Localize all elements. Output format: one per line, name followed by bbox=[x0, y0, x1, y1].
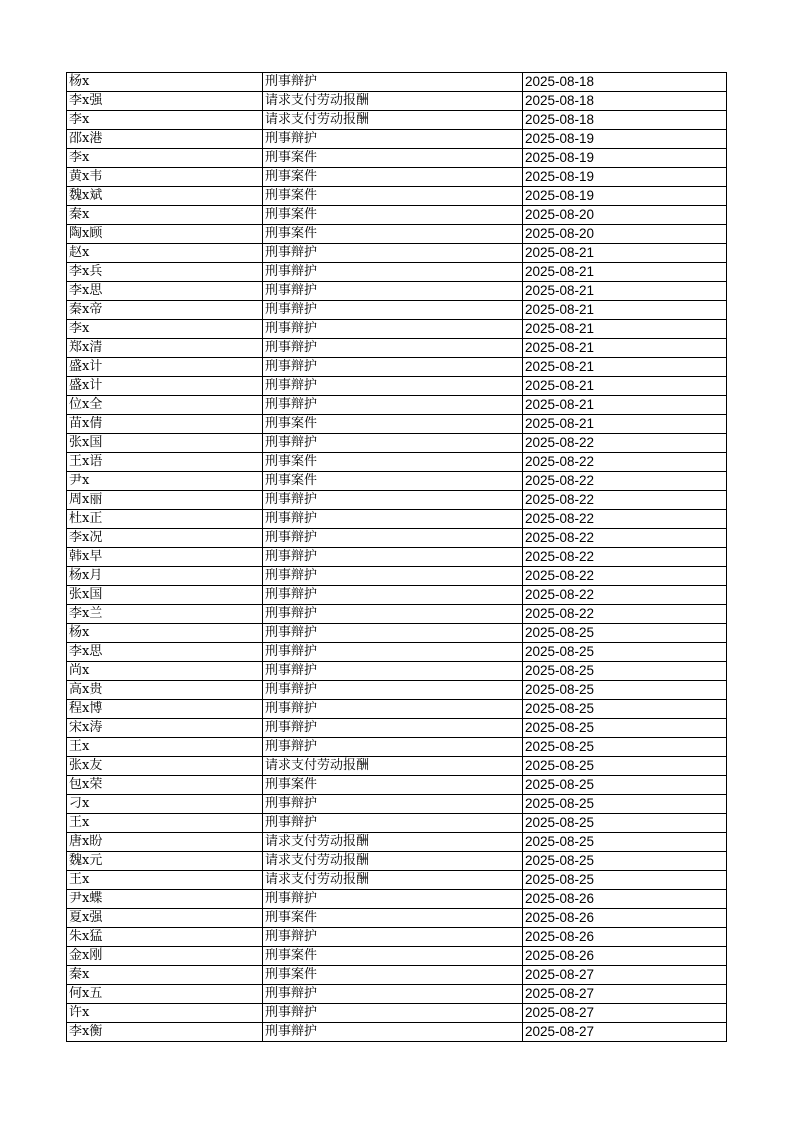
case-type-cell: 刑事辩护 bbox=[263, 700, 523, 719]
case-type-cell: 刑事辩护 bbox=[263, 1023, 523, 1042]
client-name-cell: 杨x月 bbox=[67, 567, 263, 586]
date-cell: 2025-08-21 bbox=[523, 415, 727, 434]
date-cell: 2025-08-22 bbox=[523, 510, 727, 529]
case-type-cell: 刑事辩护 bbox=[263, 491, 523, 510]
table-row bbox=[67, 548, 727, 567]
date-cell: 2025-08-26 bbox=[523, 909, 727, 928]
case-type-cell: 刑事辩护 bbox=[263, 643, 523, 662]
date-cell: 2025-08-25 bbox=[523, 624, 727, 643]
case-type-cell: 刑事辩护 bbox=[263, 529, 523, 548]
client-name-cell: 王x bbox=[67, 738, 263, 757]
case-type-cell: 请求支付劳动报酬 bbox=[263, 852, 523, 871]
date-cell: 2025-08-25 bbox=[523, 700, 727, 719]
table-row bbox=[67, 947, 727, 966]
case-type-cell: 刑事辩护 bbox=[263, 928, 523, 947]
case-type-cell: 刑事辩护 bbox=[263, 377, 523, 396]
client-name-cell: 宋x涛 bbox=[67, 719, 263, 738]
client-name-cell: 郑x清 bbox=[67, 339, 263, 358]
client-name-cell: 魏x元 bbox=[67, 852, 263, 871]
date-cell: 2025-08-21 bbox=[523, 244, 727, 263]
case-type-cell: 刑事辩护 bbox=[263, 1004, 523, 1023]
case-type-cell: 刑事辩护 bbox=[263, 795, 523, 814]
case-type-cell: 刑事案件 bbox=[263, 776, 523, 795]
case-type-cell: 刑事案件 bbox=[263, 187, 523, 206]
client-name-cell: 尹x蝶 bbox=[67, 890, 263, 909]
case-type-cell: 刑事辩护 bbox=[263, 890, 523, 909]
client-name-cell: 包x荣 bbox=[67, 776, 263, 795]
table-row bbox=[67, 833, 727, 852]
table-row bbox=[67, 358, 727, 377]
case-type-cell: 刑事辩护 bbox=[263, 586, 523, 605]
date-cell: 2025-08-21 bbox=[523, 377, 727, 396]
table-row bbox=[67, 92, 727, 111]
client-name-cell: 张x国 bbox=[67, 434, 263, 453]
case-type-cell: 刑事案件 bbox=[263, 415, 523, 434]
case-type-cell: 刑事辩护 bbox=[263, 396, 523, 415]
date-cell: 2025-08-25 bbox=[523, 719, 727, 738]
date-cell: 2025-08-25 bbox=[523, 871, 727, 890]
client-name-cell: 赵x bbox=[67, 244, 263, 263]
date-cell: 2025-08-19 bbox=[523, 149, 727, 168]
client-name-cell: 杜x正 bbox=[67, 510, 263, 529]
client-name-cell: 魏x斌 bbox=[67, 187, 263, 206]
table-row bbox=[67, 168, 727, 187]
client-name-cell: 周x丽 bbox=[67, 491, 263, 510]
table-row bbox=[67, 719, 727, 738]
client-name-cell: 王x语 bbox=[67, 453, 263, 472]
case-type-cell: 刑事辩护 bbox=[263, 624, 523, 643]
case-type-cell: 刑事案件 bbox=[263, 225, 523, 244]
client-name-cell: 秦x帝 bbox=[67, 301, 263, 320]
table-row bbox=[67, 776, 727, 795]
client-name-cell: 李x兰 bbox=[67, 605, 263, 624]
table-row bbox=[67, 225, 727, 244]
table-row bbox=[67, 111, 727, 130]
table-row bbox=[67, 529, 727, 548]
case-type-cell: 刑事辩护 bbox=[263, 814, 523, 833]
date-cell: 2025-08-21 bbox=[523, 320, 727, 339]
client-name-cell: 李x bbox=[67, 320, 263, 339]
table-row bbox=[67, 320, 727, 339]
date-cell: 2025-08-21 bbox=[523, 358, 727, 377]
date-cell: 2025-08-21 bbox=[523, 263, 727, 282]
client-name-cell: 韩x早 bbox=[67, 548, 263, 567]
date-cell: 2025-08-27 bbox=[523, 1004, 727, 1023]
case-type-cell: 刑事辩护 bbox=[263, 567, 523, 586]
client-name-cell: 李x况 bbox=[67, 529, 263, 548]
date-cell: 2025-08-22 bbox=[523, 586, 727, 605]
date-cell: 2025-08-21 bbox=[523, 339, 727, 358]
date-cell: 2025-08-22 bbox=[523, 453, 727, 472]
date-cell: 2025-08-19 bbox=[523, 187, 727, 206]
date-cell: 2025-08-18 bbox=[523, 92, 727, 111]
client-name-cell: 李x bbox=[67, 111, 263, 130]
table-row bbox=[67, 700, 727, 719]
case-type-cell: 刑事辩护 bbox=[263, 510, 523, 529]
client-name-cell: 王x bbox=[67, 814, 263, 833]
case-type-cell: 刑事辩护 bbox=[263, 244, 523, 263]
case-type-cell: 刑事辩护 bbox=[263, 320, 523, 339]
table-row bbox=[67, 301, 727, 320]
client-name-cell: 李x兵 bbox=[67, 263, 263, 282]
client-name-cell: 高x贵 bbox=[67, 681, 263, 700]
date-cell: 2025-08-20 bbox=[523, 206, 727, 225]
date-cell: 2025-08-27 bbox=[523, 966, 727, 985]
client-name-cell: 杨x bbox=[67, 73, 263, 92]
case-type-cell: 刑事辩护 bbox=[263, 434, 523, 453]
table-row bbox=[67, 187, 727, 206]
client-name-cell: 李x bbox=[67, 149, 263, 168]
date-cell: 2025-08-22 bbox=[523, 529, 727, 548]
date-cell: 2025-08-25 bbox=[523, 738, 727, 757]
table-row bbox=[67, 871, 727, 890]
case-type-cell: 请求支付劳动报酬 bbox=[263, 111, 523, 130]
client-name-cell: 盛x计 bbox=[67, 377, 263, 396]
case-type-cell: 刑事辩护 bbox=[263, 662, 523, 681]
case-table-body bbox=[67, 73, 727, 1042]
table-row bbox=[67, 244, 727, 263]
client-name-cell: 王x bbox=[67, 871, 263, 890]
date-cell: 2025-08-25 bbox=[523, 681, 727, 700]
date-cell: 2025-08-25 bbox=[523, 795, 727, 814]
client-name-cell: 尹x bbox=[67, 472, 263, 491]
case-type-cell: 刑事案件 bbox=[263, 168, 523, 187]
date-cell: 2025-08-25 bbox=[523, 662, 727, 681]
case-type-cell: 刑事辩护 bbox=[263, 339, 523, 358]
case-type-cell: 刑事案件 bbox=[263, 472, 523, 491]
table-row bbox=[67, 339, 727, 358]
date-cell: 2025-08-25 bbox=[523, 852, 727, 871]
date-cell: 2025-08-21 bbox=[523, 282, 727, 301]
table-row bbox=[67, 396, 727, 415]
case-type-cell: 刑事辩护 bbox=[263, 358, 523, 377]
table-row bbox=[67, 681, 727, 700]
date-cell: 2025-08-22 bbox=[523, 605, 727, 624]
table-row bbox=[67, 738, 727, 757]
date-cell: 2025-08-27 bbox=[523, 1023, 727, 1042]
case-type-cell: 刑事辩护 bbox=[263, 681, 523, 700]
date-cell: 2025-08-22 bbox=[523, 567, 727, 586]
date-cell: 2025-08-20 bbox=[523, 225, 727, 244]
client-name-cell: 李x思 bbox=[67, 643, 263, 662]
case-type-cell: 请求支付劳动报酬 bbox=[263, 833, 523, 852]
date-cell: 2025-08-27 bbox=[523, 985, 727, 1004]
table-row bbox=[67, 510, 727, 529]
date-cell: 2025-08-25 bbox=[523, 643, 727, 662]
case-type-cell: 刑事辩护 bbox=[263, 738, 523, 757]
table-row bbox=[67, 453, 727, 472]
client-name-cell: 黄x韦 bbox=[67, 168, 263, 187]
client-name-cell: 李x强 bbox=[67, 92, 263, 111]
client-name-cell: 李x思 bbox=[67, 282, 263, 301]
case-type-cell: 刑事辩护 bbox=[263, 73, 523, 92]
case-type-cell: 刑事辩护 bbox=[263, 548, 523, 567]
table-row bbox=[67, 966, 727, 985]
table-row bbox=[67, 73, 727, 92]
case-type-cell: 刑事辩护 bbox=[263, 301, 523, 320]
case-type-cell: 刑事案件 bbox=[263, 966, 523, 985]
case-type-cell: 刑事辩护 bbox=[263, 985, 523, 1004]
client-name-cell: 李x衡 bbox=[67, 1023, 263, 1042]
table-row bbox=[67, 491, 727, 510]
client-name-cell: 苗x倩 bbox=[67, 415, 263, 434]
client-name-cell: 刁x bbox=[67, 795, 263, 814]
date-cell: 2025-08-19 bbox=[523, 168, 727, 187]
case-type-cell: 刑事案件 bbox=[263, 909, 523, 928]
date-cell: 2025-08-22 bbox=[523, 491, 727, 510]
table-row bbox=[67, 662, 727, 681]
date-cell: 2025-08-21 bbox=[523, 396, 727, 415]
client-name-cell: 秦x bbox=[67, 206, 263, 225]
date-cell: 2025-08-18 bbox=[523, 73, 727, 92]
client-name-cell: 盛x计 bbox=[67, 358, 263, 377]
client-name-cell: 位x全 bbox=[67, 396, 263, 415]
date-cell: 2025-08-19 bbox=[523, 130, 727, 149]
case-type-cell: 刑事辩护 bbox=[263, 282, 523, 301]
table-row bbox=[67, 567, 727, 586]
client-name-cell: 张x国 bbox=[67, 586, 263, 605]
client-name-cell: 夏x强 bbox=[67, 909, 263, 928]
client-name-cell: 尚x bbox=[67, 662, 263, 681]
client-name-cell: 朱x猛 bbox=[67, 928, 263, 947]
table-row bbox=[67, 282, 727, 301]
table-row bbox=[67, 1004, 727, 1023]
client-name-cell: 陶x顾 bbox=[67, 225, 263, 244]
case-type-cell: 刑事辩护 bbox=[263, 130, 523, 149]
table-row bbox=[67, 985, 727, 1004]
table-row bbox=[67, 586, 727, 605]
client-name-cell: 程x博 bbox=[67, 700, 263, 719]
client-name-cell: 何x五 bbox=[67, 985, 263, 1004]
table-row bbox=[67, 415, 727, 434]
table-row bbox=[67, 206, 727, 225]
table-row bbox=[67, 130, 727, 149]
client-name-cell: 邵x港 bbox=[67, 130, 263, 149]
case-type-cell: 刑事辩护 bbox=[263, 263, 523, 282]
client-name-cell: 张x友 bbox=[67, 757, 263, 776]
client-name-cell: 许x bbox=[67, 1004, 263, 1023]
client-name-cell: 金x刚 bbox=[67, 947, 263, 966]
client-name-cell: 唐x盼 bbox=[67, 833, 263, 852]
table-row bbox=[67, 890, 727, 909]
table-row bbox=[67, 263, 727, 282]
table-row bbox=[67, 434, 727, 453]
case-type-cell: 刑事案件 bbox=[263, 206, 523, 225]
case-table bbox=[66, 72, 727, 1042]
table-row bbox=[67, 472, 727, 491]
date-cell: 2025-08-25 bbox=[523, 814, 727, 833]
table-row bbox=[67, 757, 727, 776]
case-type-cell: 刑事辩护 bbox=[263, 605, 523, 624]
table-row bbox=[67, 377, 727, 396]
case-type-cell: 请求支付劳动报酬 bbox=[263, 92, 523, 111]
table-row bbox=[67, 928, 727, 947]
client-name-cell: 秦x bbox=[67, 966, 263, 985]
date-cell: 2025-08-22 bbox=[523, 548, 727, 567]
date-cell: 2025-08-18 bbox=[523, 111, 727, 130]
date-cell: 2025-08-26 bbox=[523, 890, 727, 909]
date-cell: 2025-08-25 bbox=[523, 776, 727, 795]
case-type-cell: 刑事案件 bbox=[263, 453, 523, 472]
table-row bbox=[67, 605, 727, 624]
table-row bbox=[67, 149, 727, 168]
table-row bbox=[67, 814, 727, 833]
date-cell: 2025-08-26 bbox=[523, 928, 727, 947]
table-row bbox=[67, 909, 727, 928]
date-cell: 2025-08-21 bbox=[523, 301, 727, 320]
date-cell: 2025-08-22 bbox=[523, 434, 727, 453]
table-row bbox=[67, 1023, 727, 1042]
date-cell: 2025-08-25 bbox=[523, 757, 727, 776]
case-type-cell: 请求支付劳动报酬 bbox=[263, 871, 523, 890]
date-cell: 2025-08-25 bbox=[523, 833, 727, 852]
table-row bbox=[67, 643, 727, 662]
case-type-cell: 刑事案件 bbox=[263, 947, 523, 966]
table-row bbox=[67, 852, 727, 871]
table-row bbox=[67, 624, 727, 643]
table-row bbox=[67, 795, 727, 814]
client-name-cell: 杨x bbox=[67, 624, 263, 643]
date-cell: 2025-08-22 bbox=[523, 472, 727, 491]
case-type-cell: 请求支付劳动报酬 bbox=[263, 757, 523, 776]
date-cell: 2025-08-26 bbox=[523, 947, 727, 966]
case-type-cell: 刑事辩护 bbox=[263, 719, 523, 738]
case-type-cell: 刑事案件 bbox=[263, 149, 523, 168]
